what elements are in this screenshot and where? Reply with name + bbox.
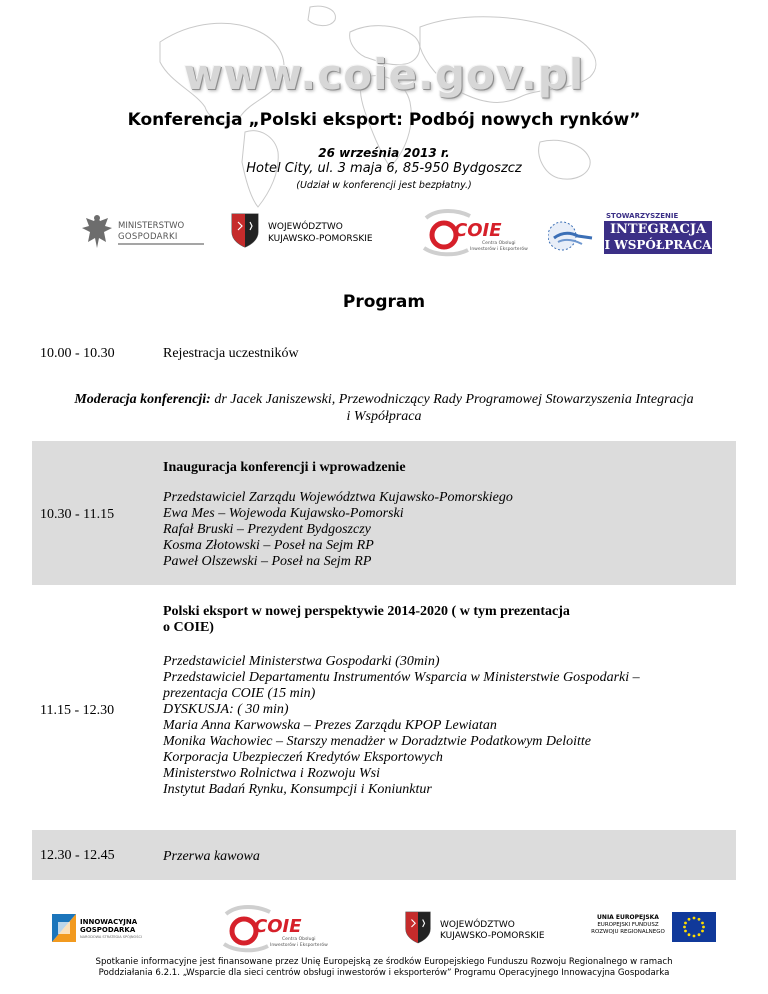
coie-logo xyxy=(418,208,533,258)
ig-line2: GOSPODARKA xyxy=(80,926,136,934)
conference-title: Konferencja „Polski eksport: Podbój nowych rynków” xyxy=(127,110,641,130)
session2-line: Przedstawiciel Ministerstwa Gospodarki (30min) xyxy=(163,654,440,669)
footer-coie-sub2: Inwestorów i Eksporterów xyxy=(270,943,328,948)
ig-line1: INNOWACYJNA xyxy=(80,918,138,926)
session3-time: 12.30 - 12.45 xyxy=(40,848,115,863)
session2-line: Korporacja Ubezpieczeń Kredytów Eksportowych xyxy=(163,750,443,765)
eu-flag-icon xyxy=(672,912,716,942)
footer-region-logo xyxy=(404,910,554,950)
session2-line: prezentacja COIE (15 min) xyxy=(163,686,316,701)
ministry-logo xyxy=(80,210,210,254)
registration-label: Rejestracja uczestników xyxy=(163,346,299,361)
ministry-logo-line2: GOSPODARKI xyxy=(118,232,178,242)
association-logo xyxy=(548,212,714,256)
association-logo-label: STOWARZYSZENIE xyxy=(606,212,679,220)
footer-funding-note xyxy=(0,957,768,979)
association-logo-line1: INTEGRACJA xyxy=(609,222,707,237)
footer-region-line2: KUJAWSKO-POMORSKIE xyxy=(440,931,545,941)
session3-label: Przerwa kawowa xyxy=(163,849,260,864)
ministry-logo-line1: MINISTERSTWO xyxy=(118,221,185,231)
moderation-text-line2: i Współpraca xyxy=(346,409,422,424)
region-shield-icon xyxy=(404,910,432,944)
footer-region-line1: WOJEWÓDZTWO xyxy=(440,920,515,930)
footer-coie-logo xyxy=(218,904,333,954)
footer-line1: Spotkanie informacyjne jest finansowane przez Unię Europejską ze środków Europejskiego Funduszu Rozwoju Regionalnego w ramach xyxy=(95,957,673,967)
region-logo xyxy=(230,212,380,252)
eu-logo xyxy=(588,912,718,944)
region-logo-line1: WOJEWÓDZTWO xyxy=(268,222,343,232)
session3-band xyxy=(32,830,736,880)
eu-line1: UNIA EUROPEJSKA xyxy=(597,914,659,921)
handshake-icon xyxy=(548,218,598,254)
footer-coie-name: COIE xyxy=(254,916,302,937)
eagle-emblem-icon xyxy=(80,212,114,252)
session1-heading: Inauguracja konferencji i wprowadzenie xyxy=(163,460,406,475)
coie-logo-sub2: Inwestorów i Eksporterów xyxy=(470,247,528,252)
session1-line: Rafał Bruski – Prezydent Bydgoszczy xyxy=(163,522,371,537)
footer-line2: Poddziałania 6.2.1. „Wsparcie dla sieci centrów obsługi inwestorów i eksporterów” Programu Operacyjnego Innowacyjna Gospodarka xyxy=(98,968,670,978)
ig-line3: NARODOWA STRATEGIA SPÓJNOŚCI xyxy=(80,935,142,939)
session2-line: Instytut Badań Rynku, Konsumpcji i Koniunktur xyxy=(163,782,432,797)
innovative-economy-logo xyxy=(52,914,162,946)
session2-heading xyxy=(163,604,570,636)
eu-line3: ROZWOJU REGIONALNEGO xyxy=(591,929,665,935)
program-title: Program xyxy=(342,292,426,312)
moderation xyxy=(32,391,736,425)
session1-line: Przedstawiciel Zarządu Województwa Kujawsko-Pomorskiego xyxy=(163,490,513,505)
session2-heading-line1: Polski eksport w nowej perspektywie 2014-2020 ( w tym prezentacja xyxy=(163,604,570,619)
footer-coie-sub1: Centra Obsługi xyxy=(282,937,316,942)
conference-date: 26 września 2013 r. xyxy=(318,146,450,160)
coie-logo-sub1: Centra Obsługi xyxy=(482,241,516,246)
coie-logo-name: COIE xyxy=(454,220,502,241)
session2-line: Maria Anna Karwowska – Prezes Zarządu KPOP Lewiatan xyxy=(163,718,497,733)
eu-line2: EUROPEJSKI FUNDUSZ xyxy=(597,922,659,928)
session2-time: 11.15 - 12.30 xyxy=(40,703,115,718)
region-logo-line2: KUJAWSKO-POMORSKIE xyxy=(268,234,373,244)
session1-lines xyxy=(163,490,513,570)
session1-line: Kosma Złotowski – Poseł na Sejm RP xyxy=(163,538,374,553)
session1-line: Paweł Olszewski – Poseł na Sejm RP xyxy=(163,554,372,569)
registration-time: 10.00 - 10.30 xyxy=(40,346,115,361)
association-logo-line2: I WSPÓŁPRACA xyxy=(604,238,712,252)
session1-time: 10.30 - 11.15 xyxy=(40,507,115,522)
conference-venue: Hotel City, ul. 3 maja 6, 85-950 Bydgoszcz xyxy=(246,161,522,176)
region-shield-icon xyxy=(230,212,260,248)
conference-free-note: (Udział w konferencji jest bezpłatny.) xyxy=(296,180,472,191)
innovative-economy-emblem-icon xyxy=(52,914,76,942)
session2-line: Ministerstwo Rolnictwa i Rozwoju Wsi xyxy=(163,766,381,781)
session2-heading-line2: o COIE) xyxy=(163,620,214,635)
session2-line: Przedstawiciel Departamentu Instrumentów Wsparcia w Ministerstwie Gospodarki – xyxy=(163,670,640,685)
site-url: www.coie.gov.pl xyxy=(183,50,585,99)
moderation-text-line1: dr Jacek Janiszewski, Przewodniczący Rady Programowej Stowarzyszenia Integracja xyxy=(210,392,694,407)
session2-lines xyxy=(163,654,640,798)
session2-line: Monika Wachowiec – Starszy menadżer w Doradztwie Podatkowym Deloitte xyxy=(163,734,591,749)
session1-line: Ewa Mes – Wojewoda Kujawsko-Pomorski xyxy=(163,506,404,521)
moderation-label: Moderacja konferencji: xyxy=(74,392,211,407)
session2-line: DYSKUSJA: ( 30 min) xyxy=(163,702,289,717)
